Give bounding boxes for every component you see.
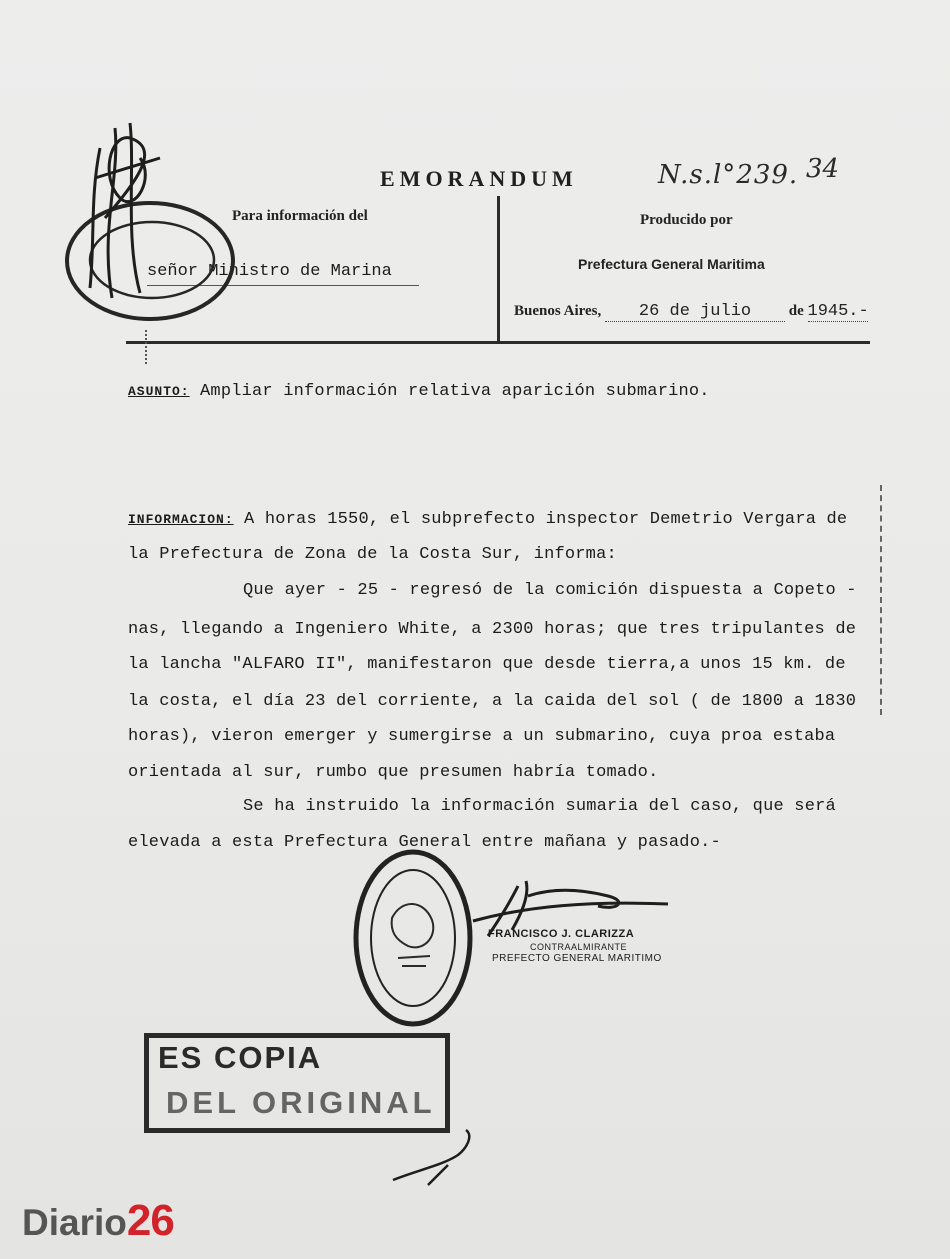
subject-label: ASUNTO: bbox=[128, 384, 190, 399]
signatory-title: PREFECTO GENERAL MARITIMO bbox=[492, 953, 662, 964]
margin-dashes bbox=[880, 485, 882, 715]
info-for-label: Para información del bbox=[232, 208, 368, 224]
secretary-stamp bbox=[60, 118, 250, 328]
info-text-2: la Prefectura de Zona de la Costa Sur, informa: bbox=[128, 545, 617, 564]
date-year: 1945.- bbox=[807, 302, 869, 321]
info-text-6: la costa, el día 23 del corriente, a la caida del sol ( de 1800 a 1830 bbox=[128, 692, 857, 711]
dotted-margin-mark bbox=[145, 330, 148, 364]
info-text-8: orientada al sur, rumbo que presumen habría tomado. bbox=[128, 763, 659, 782]
recipient: señor Ministro de Marina bbox=[147, 262, 392, 281]
info-text-10: elevada a esta Prefectura General entre mañana y pasado.- bbox=[128, 833, 721, 852]
date-line bbox=[514, 302, 868, 322]
header-horizontal-divider bbox=[126, 341, 870, 344]
initials-scribble bbox=[388, 1125, 478, 1195]
produced-by-label: Producido por bbox=[640, 212, 733, 228]
signatory-name: FRANCISCO J. CLARIZZA bbox=[488, 928, 635, 940]
info-text-7: horas), vieron emerger y sumergirse a un submarino, cuya proa estaba bbox=[128, 727, 836, 746]
subject-text: Ampliar información relativa aparición submarino. bbox=[200, 382, 710, 401]
subject-line bbox=[128, 382, 710, 401]
official-seal bbox=[352, 848, 474, 1028]
producer-name: Prefectura General Maritima bbox=[578, 256, 765, 272]
date-prefix: Buenos Aires, bbox=[514, 303, 602, 319]
info-text-3: Que ayer - 25 - regresó de la comición dispuesta a Copeto - bbox=[243, 581, 857, 600]
date-year-prefix: de bbox=[788, 303, 804, 319]
info-line-1 bbox=[128, 510, 847, 529]
date-day-month: 26 de julio bbox=[605, 302, 785, 322]
info-text-1: A horas 1550, el subprefecto inspector Demetrio Vergara de bbox=[244, 510, 848, 529]
info-text-5: la lancha "ALFARO II", manifestaron que desde tierra,a unos 15 km. de bbox=[128, 655, 846, 674]
information-label: INFORMACION: bbox=[128, 512, 234, 527]
logo-text-26: 26 bbox=[126, 1196, 174, 1245]
info-text-4: nas, llegando a Ingeniero White, a 2300 horas; que tres tripulantes de bbox=[128, 620, 857, 639]
logo-text-diario: Diario bbox=[22, 1202, 127, 1243]
handwritten-page-number: 34 bbox=[806, 154, 840, 184]
memo-title: EMORANDUM bbox=[380, 166, 578, 191]
header-vertical-divider bbox=[497, 196, 500, 344]
signatory-rank: CONTRAALMIRANTE bbox=[530, 942, 628, 952]
info-text-9: Se ha instruido la información sumaria del caso, que será bbox=[243, 797, 836, 816]
copy-stamp-line2: DEL ORIGINAL bbox=[166, 1085, 436, 1120]
diario26-logo bbox=[22, 1196, 174, 1246]
copy-stamp-line1: ES COPIA bbox=[158, 1040, 323, 1075]
handwritten-file-number: N.s.l°239. bbox=[658, 160, 799, 190]
